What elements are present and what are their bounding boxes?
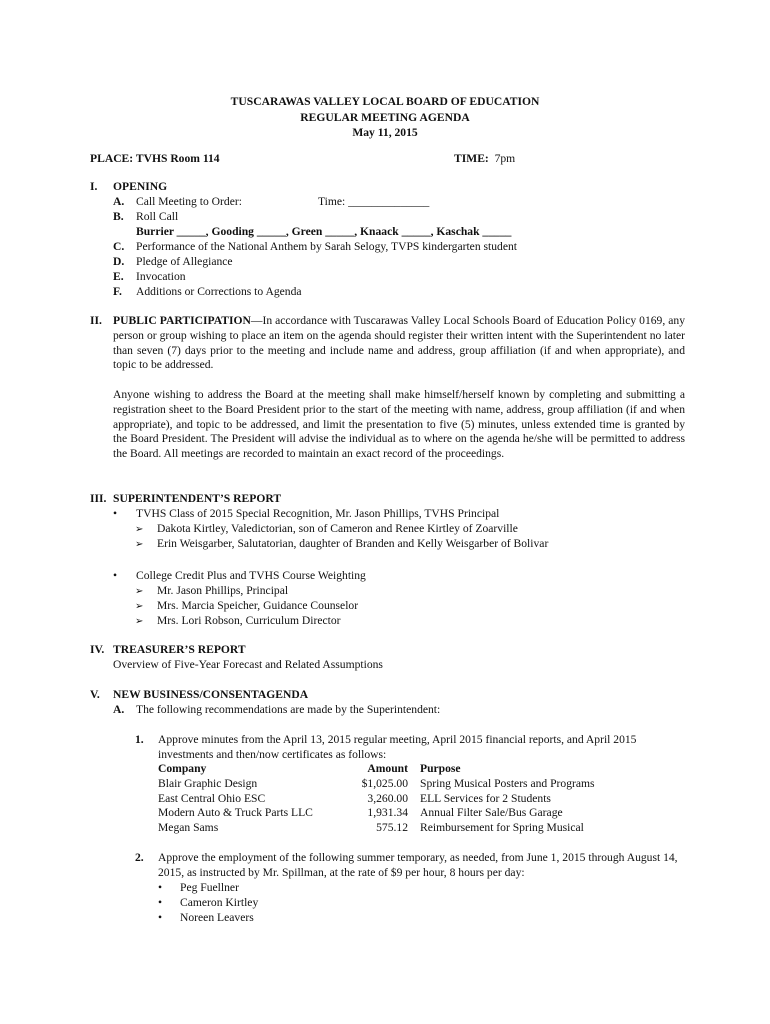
column-header-company: Company bbox=[158, 762, 207, 775]
item-letter: F. bbox=[113, 285, 122, 298]
report-sub-item bbox=[135, 522, 518, 538]
opening-item-e bbox=[113, 270, 186, 285]
item-text: The following recommendations are made by the Superintendent: bbox=[136, 703, 441, 716]
meeting-place: PLACE: TVHS Room 114 bbox=[90, 152, 220, 165]
opening-item-c bbox=[113, 240, 517, 255]
item-letter: B. bbox=[113, 210, 124, 223]
header-board-name: TUSCARAWAS VALLEY LOCAL BOARD OF EDUCATION bbox=[230, 95, 540, 108]
item-letter: C. bbox=[113, 240, 125, 253]
section-numeral: IV. bbox=[90, 643, 105, 656]
employee-list-item bbox=[158, 911, 254, 926]
table-row bbox=[158, 777, 595, 792]
meeting-time bbox=[454, 152, 515, 167]
section-title: NEW BUSINESS/CONSENTAGENDA bbox=[113, 688, 309, 701]
item-number: 2. bbox=[135, 851, 144, 864]
section-numeral: II. bbox=[90, 314, 102, 327]
bullet-icon: • bbox=[158, 881, 163, 894]
public-participation-paragraph-2: Anyone wishing to address the Board at the meeting shall make himself/herself known by completing and submitting a registration sheet to the Board President prior to the start of the meeting with name, address, group affiliation (if and when appropriate), and topic to be addressed, and limit the presentation to five (5) minutes, unless extended time is granted by the Board President. The President will advise the individual as to where on the agenda he/she will be permitted to address the Board. All meetings are recorded to maintain an exact record of the proceedings. bbox=[113, 388, 685, 461]
header-date: May 11, 2015 bbox=[352, 126, 418, 139]
bullet-text: TVHS Class of 2015 Special Recognition, Mr. Jason Phillips, TVHS Principal bbox=[136, 507, 500, 520]
report-sub-item bbox=[135, 614, 341, 630]
payments-table bbox=[158, 762, 595, 836]
section-title: TREASURER’S REPORT bbox=[113, 643, 246, 656]
item-letter: D. bbox=[113, 255, 125, 268]
bullet-text: College Credit Plus and TVHS Course Weighting bbox=[136, 569, 366, 582]
section-numeral: V. bbox=[90, 688, 100, 701]
arrow-bullet-icon: ➢ bbox=[135, 616, 144, 627]
item-letter: A. bbox=[113, 703, 125, 716]
bullet-icon: • bbox=[158, 896, 163, 909]
item-text: Performance of the National Anthem by Sarah Selogy, TVPS kindergarten student bbox=[136, 240, 518, 253]
cell-company: Megan Sams bbox=[158, 821, 219, 835]
cell-purpose: Spring Musical Posters and Programs bbox=[420, 776, 595, 790]
employee-name: Peg Fuellner bbox=[180, 881, 239, 894]
section-numeral: III. bbox=[90, 492, 107, 505]
report-sub-item bbox=[135, 599, 358, 615]
bullet-icon: • bbox=[113, 507, 118, 520]
cell-purpose: Reimbursement for Spring Musical bbox=[420, 821, 584, 835]
section-title: PUBLIC PARTICIPATION bbox=[113, 314, 251, 327]
treasurer-text: Overview of Five-Year Forecast and Related Assumptions bbox=[113, 658, 383, 671]
item-text: Additions or Corrections to Agenda bbox=[136, 285, 302, 298]
item-text: Pledge of Allegiance bbox=[136, 255, 233, 268]
cell-purpose: ELL Services for 2 Students bbox=[420, 791, 551, 805]
employee-list-item bbox=[158, 881, 239, 896]
arrow-bullet-icon: ➢ bbox=[135, 524, 144, 535]
item-text: Burrier _____, Gooding _____, Green _____, Knaack _____, Kaschak _____ bbox=[136, 225, 512, 238]
cell-amount: 575.12 bbox=[376, 821, 408, 835]
table-row bbox=[158, 806, 595, 821]
cell-purpose: Annual Filter Sale/Bus Garage bbox=[420, 806, 563, 820]
item-text: Roll Call bbox=[136, 210, 179, 223]
header-agenda-title: REGULAR MEETING AGENDA bbox=[300, 110, 470, 124]
table-row bbox=[158, 821, 595, 836]
report-bullet bbox=[113, 569, 366, 584]
bullet-icon: • bbox=[113, 569, 118, 582]
table-header-row bbox=[158, 762, 595, 777]
employee-list-item bbox=[158, 896, 258, 911]
item-number: 1. bbox=[135, 733, 144, 746]
column-header-amount: Amount bbox=[367, 762, 408, 775]
bullet-icon: • bbox=[158, 911, 163, 924]
sub-item-text: Mr. Jason Phillips, Principal bbox=[157, 584, 289, 597]
opening-item-b bbox=[113, 210, 178, 225]
section-title: SUPERINTENDENT’S REPORT bbox=[113, 492, 282, 505]
item-text: Call Meeting to Order: bbox=[136, 195, 242, 208]
cell-company: East Central Ohio ESC bbox=[158, 791, 266, 805]
report-sub-item bbox=[135, 537, 548, 553]
sub-item-text: Dakota Kirtley, Valedictorian, son of Cameron and Renee Kirtley of Zoarville bbox=[157, 522, 518, 535]
column-header-purpose: Purpose bbox=[420, 762, 461, 775]
report-bullet bbox=[113, 507, 499, 522]
item-text: Invocation bbox=[136, 270, 186, 283]
item-text: Approve the employment of the following summer temporary, as needed, from June 1, 2015 through August 14, 2015, as instructed by Mr. Spillman, at the rate of $9 per hour, 8 hours per day: bbox=[158, 851, 678, 879]
employee-name: Noreen Leavers bbox=[180, 911, 254, 924]
item-letter: E. bbox=[113, 270, 124, 283]
arrow-bullet-icon: ➢ bbox=[135, 539, 144, 550]
arrow-bullet-icon: ➢ bbox=[135, 601, 144, 612]
cell-amount: $1,025.00 bbox=[361, 776, 408, 790]
sub-item-text: Mrs. Marcia Speicher, Guidance Counselor bbox=[157, 599, 359, 612]
paragraph-text: —In accordance with Tuscarawas Valley Local Schools Board of Education Policy 0169, any person or group wishing to place an item on the agenda should register their written intent with the Superintendent no later than seven (7) days prior to the meeting and include name and address, group affiliation (if and when appropriate), and topic to be addressed. bbox=[113, 314, 685, 372]
cell-company: Modern Auto & Truck Parts LLC bbox=[158, 806, 313, 820]
cell-company: Blair Graphic Design bbox=[158, 776, 258, 790]
item-letter: A. bbox=[113, 195, 125, 208]
new-business-item-a bbox=[113, 703, 440, 718]
arrow-bullet-icon: ➢ bbox=[135, 586, 144, 597]
item-text: Approve minutes from the April 13, 2015 regular meeting, April 2015 financial reports, and April 2015 investments and then/now certificates as follows: bbox=[158, 733, 637, 761]
section-numeral: I. bbox=[90, 180, 98, 193]
table-row bbox=[158, 792, 595, 807]
opening-item-a bbox=[113, 195, 430, 210]
opening-item-d bbox=[113, 255, 233, 270]
roll-call-names bbox=[113, 225, 511, 240]
document-header bbox=[0, 94, 770, 141]
report-sub-item bbox=[135, 584, 288, 600]
time-label: TIME: bbox=[454, 152, 489, 165]
opening-item-f bbox=[113, 285, 302, 300]
sub-item-text: Mrs. Lori Robson, Curriculum Director bbox=[157, 614, 341, 627]
employee-name: Cameron Kirtley bbox=[180, 896, 259, 909]
cell-amount: 1,931.34 bbox=[367, 806, 408, 820]
time-value: 7pm bbox=[494, 152, 516, 165]
section-title: OPENING bbox=[113, 180, 168, 193]
cell-amount: 3,260.00 bbox=[367, 791, 408, 805]
public-participation-paragraph-1 bbox=[113, 314, 685, 373]
sub-item-text: Erin Weisgarber, Salutatorian, daughter of Branden and Kelly Weisgarber of Bolivar bbox=[157, 537, 549, 550]
time-blank: Time: ______________ bbox=[318, 195, 430, 208]
